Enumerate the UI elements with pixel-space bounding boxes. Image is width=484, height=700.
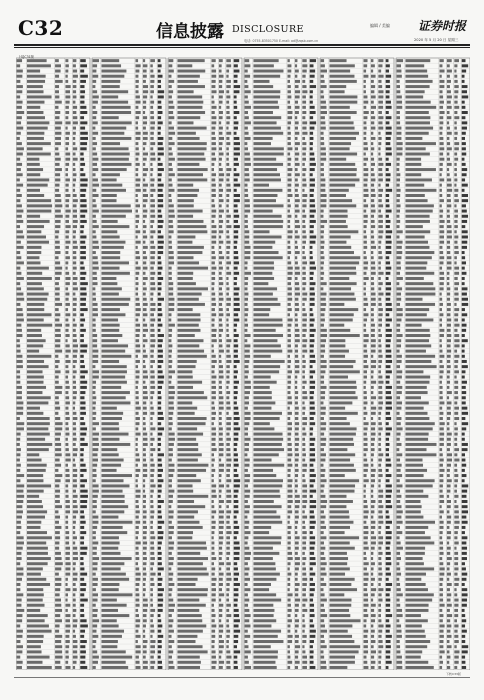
- continued-on-note: 下转C33版: [446, 672, 461, 676]
- date-line: 2020 年 5 月 20 日 星期三: [414, 38, 459, 42]
- newspaper-logo: 证券时报: [418, 19, 467, 33]
- table-column: [92, 58, 166, 670]
- editor-line: 编辑 / 美编: [370, 23, 390, 28]
- table-column: [244, 58, 318, 670]
- table-column: [396, 58, 470, 670]
- table-column: [320, 58, 394, 670]
- footer-rule: [14, 677, 470, 678]
- continued-from-label: 上接C31版: [18, 55, 34, 59]
- disclosure-tables: [16, 52, 470, 670]
- masthead-rule-thin: [14, 47, 470, 48]
- tables-graphic: [16, 52, 470, 670]
- masthead: [14, 14, 470, 48]
- table-column: [16, 58, 90, 670]
- section-title: 信息披露: [156, 22, 224, 42]
- page-number: C32: [18, 16, 64, 40]
- table-column: [168, 58, 242, 670]
- masthead-rule: [14, 44, 470, 46]
- section-title-english: DISCLOSURE: [232, 24, 304, 35]
- contact-line: 电话: 0755-83501750 E-mail: ad@zqsb.com.cn: [244, 39, 319, 43]
